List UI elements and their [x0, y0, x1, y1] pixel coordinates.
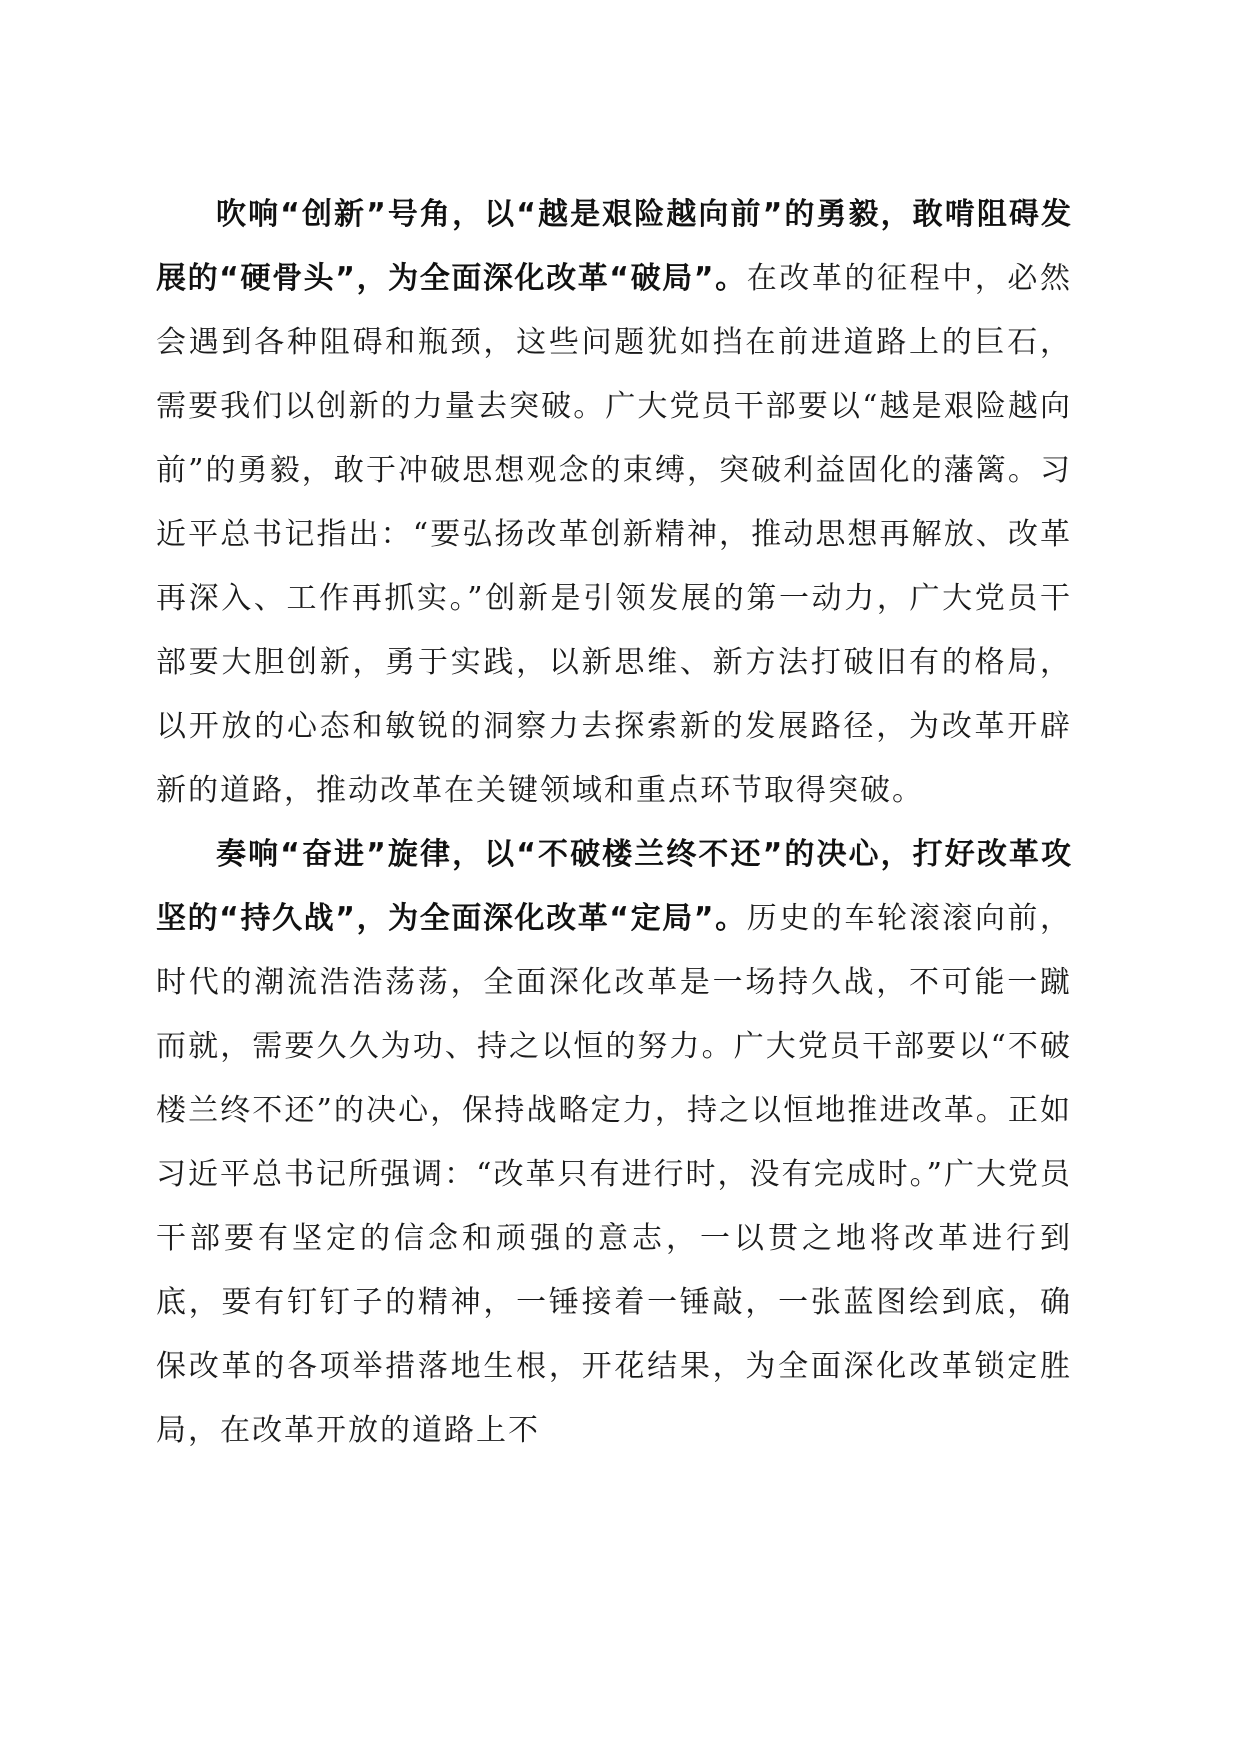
paragraph-lead-sentence: 奏响“奋进”旋律，以“不破楼兰终不还”的决心，打好改革攻坚的“持久战”，为全面深化改革“定局”。: [156, 837, 1072, 936]
paragraph-progress: [156, 823, 1072, 1463]
paragraph-lead-sentence: 吹响“创新”号角，以“越是艰险越向前”的勇毅，敢啃阻碍发展的“硬骨头”，为全面深化改革“破局”。: [156, 197, 1072, 296]
article-body: [156, 183, 1072, 1463]
paragraph-body-text: 在改革的征程中，必然会遇到各种阻碍和瓶颈，这些问题犹如挡在前进道路上的巨石，需要我们以创新的力量去突破。广大党员干部要以“越是艰险越向前”的勇毅，敢于冲破思想观念的束缚，突破利益固化的藩篱。习近平总书记指出：“要弘扬改革创新精神，推动思想再解放、改革再深入、工作再抓实。”创新是引领发展的第一动力，广大党员干部要大胆创新，勇于实践，以新思维、新方法打破旧有的格局，以开放的心态和敏锐的洞察力去探索新的发展路径，为改革开辟新的道路，推动改革在关键领域和重点环节取得突破。: [156, 261, 1073, 808]
paragraph-body-text: 历史的车轮滚滚向前，时代的潮流浩浩荡荡，全面深化改革是一场持久战，不可能一蹴而就，需要久久为功、持之以恒的努力。广大党员干部要以“不破楼兰终不还”的决心，保持战略定力，持之以恒地推进改革。正如习近平总书记所强调：“改革只有进行时，没有完成时。”广大党员干部要有坚定的信念和顽强的意志，一以贯之地将改革进行到底，要有钉钉子的精神，一锤接着一锤敲，一张蓝图绘到底，确保改革的各项举措落地生根，开花结果，为全面深化改革锁定胜局，在改革开放的道路上不: [156, 901, 1073, 1448]
paragraph-innovation: [156, 183, 1072, 823]
